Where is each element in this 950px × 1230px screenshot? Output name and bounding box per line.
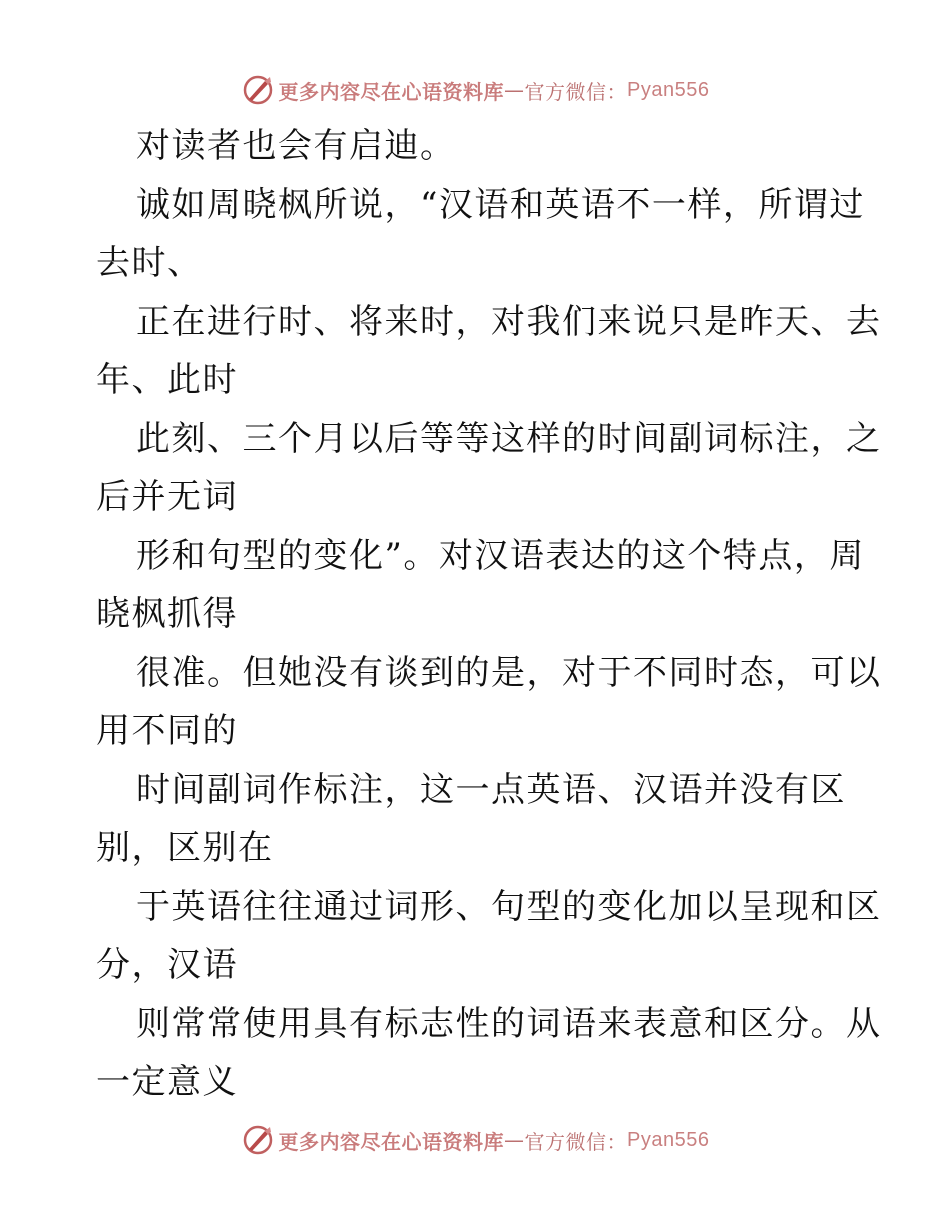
watermark-dash: — — [504, 1128, 525, 1152]
text-line: 时间副词作标注，这一点英语、汉语并没有区 — [136, 769, 846, 810]
text-line: 一定意义 — [96, 1062, 238, 1102]
text-line: 晓枫抓得 — [96, 594, 238, 634]
pen-nib-logo-icon — [241, 1123, 275, 1157]
pen-nib-logo-icon — [241, 73, 275, 107]
text-line: 于英语往往通过词形、句型的变化加以呈现和区 — [136, 886, 882, 927]
document-body — [96, 117, 882, 1112]
text-line: 去时、 — [96, 243, 203, 283]
watermark-main-text: 更多内容尽在心语资料库 — [278, 79, 505, 104]
text-line: 后并无词 — [96, 477, 238, 517]
text-line: 形和句型的变化”。对汉语表达的这个特点，周 — [136, 535, 865, 576]
watermark-sub-text: 官方微信： — [524, 1129, 628, 1154]
text-line: 年、此时 — [96, 360, 238, 400]
watermark-main-text: 更多内容尽在心语资料库 — [278, 1129, 505, 1154]
watermark-sub-text: 官方微信： — [524, 79, 628, 104]
text-line: 很准。但她没有谈到的是，对于不同时态，可以 — [136, 652, 882, 693]
text-line: 正在进行时、将来时，对我们来说只是昨天、去 — [136, 301, 882, 342]
text-line: 分，汉语 — [96, 945, 238, 985]
text-line: 别，区别在 — [96, 828, 274, 868]
header-watermark — [0, 70, 950, 110]
text-line: 用不同的 — [96, 711, 238, 751]
watermark-id-text: Pyan556 — [627, 78, 710, 101]
text-line: 诚如周晓枫所说，“汉语和英语不一样，所谓过 — [136, 184, 865, 225]
text-line: 则常常使用具有标志性的词语来表意和区分。从 — [136, 1003, 882, 1044]
footer-watermark — [0, 1120, 950, 1160]
text-line: 对读者也会有启迪。 — [136, 126, 456, 166]
watermark-id-text: Pyan556 — [627, 1128, 710, 1151]
text-line: 此刻、三个月以后等等这样的时间副词标注，之 — [136, 418, 882, 459]
watermark-dash: — — [504, 78, 525, 102]
